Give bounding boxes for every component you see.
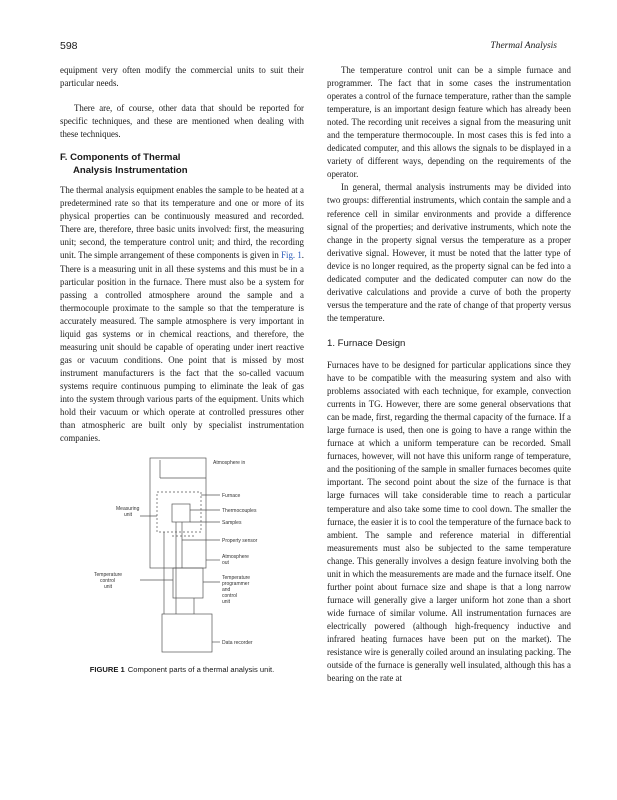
label-temperature-control-3: unit xyxy=(104,584,113,590)
label-thermocouples: Thermocouples xyxy=(222,508,257,514)
label-measuring: Measuring xyxy=(116,506,140,512)
label-programmer-2: programmer xyxy=(222,581,250,587)
paragraph: In general, thermal analysis instruments may be divided into two groups: differential instruments, which contain the sample and a reference cell in similar environments and provide a difference signal of the properties; and derivative instruments, which note the change in the property signal versus the temperature as a proper derivative signal. However, it must be noted that the latter type of device is no longer required, as the property signal can be fed into a dedicated computer and the dedicated computer can now do the derivative calculations and provide a curve of both the property versus the temperature and the rate of change of that property versus the temperature. xyxy=(327,182,571,323)
label-programmer-4: control xyxy=(222,593,238,599)
label-samples: Samples xyxy=(222,520,242,526)
label-unit: unit xyxy=(124,512,133,518)
paragraph xyxy=(60,184,304,445)
label-property-sensor: Property sensor xyxy=(222,538,258,544)
data-recorder-box xyxy=(162,614,212,652)
label-furnace: Furnace xyxy=(222,493,241,499)
figure-caption-text: Component parts of a thermal analysis unit. xyxy=(127,665,275,674)
paragraph: equipment very often modify the commercial units to suit their particular needs. xyxy=(60,65,304,89)
paragraph: The temperature control unit can be a simple furnace and programmer. The fact that in some cases the instrumentation operates a control of the furnace temperature, rather than the sample temperature, is an important design feature which has already been noted. The recording unit receives a signal from the measuring unit and the temperature thermocouple. In most cases this is fed into a dedicated computer, and this allows the signals to be displayed in a variety of different ways, depending on the requirements of the operator. xyxy=(327,65,571,180)
sample-holder xyxy=(172,504,190,522)
label-temperature-control-1: Temperature xyxy=(94,572,123,578)
running-head: Thermal Analysis xyxy=(490,41,557,51)
subsection-heading: 1. Furnace Design xyxy=(327,337,406,349)
paragraph-text: . There is a measuring unit in all these systems and this must be in a particular position in the furnace. There must also be a system for passing a controlled atmosphere around the sample and a thermocouple proximate to the sample so that the temperature is accurately measured. The sample atmosphere is very important in liquid gas systems or in chemical reactions, and therefore, the measuring unit should be capable of operating under inert reactive gas or vacuum conditions. One point that is missed by most instrument manufacturers is the fact that the so-called vacuum systems require continuous pumping to eliminate the leak of gas into the system through various parts of the equipment. Units which hold their vacuum or which operate at controlled pressures other than atmospheric are built only by specialist instrumentation companies. xyxy=(60,250,305,444)
label-programmer-5: unit xyxy=(222,599,231,605)
label-atmosphere-out-2: out xyxy=(222,560,229,566)
figure-diagram xyxy=(60,452,304,657)
measuring-unit-box xyxy=(150,458,206,568)
section-heading xyxy=(60,151,304,177)
page-number: 598 xyxy=(60,40,78,52)
right-column xyxy=(327,64,571,685)
label-programmer-3: and xyxy=(222,587,231,593)
paragraph: There are, of course, other data that should be reported for specific techniques, and these are mentioned when dealing with these techniques. xyxy=(60,103,304,140)
label-temperature-control-2: control xyxy=(100,578,116,584)
left-column xyxy=(60,64,304,445)
label-data-recorder: Data recorder xyxy=(222,640,253,646)
label-atmosphere-in: Atmosphere in xyxy=(213,460,246,466)
section-heading-line-1: F. Components of Thermal xyxy=(60,152,181,164)
label-atmosphere-out-1: Atmosphere xyxy=(222,554,249,560)
paragraph: Furnaces have to be designed for particular applications since they have to be compatible with the measuring system and also with problems associated with each technique, for example, convection currents in TG. However, there are some general observations that can be made, first, regarding the thermal capacity of the furnace. If a large furnace is used, then one is going to have a range within the furnace at which a uniform temperature can be recorded. Small furnaces, however, will not have this uniform range of temperature, and the positioning of the sample in smaller furnaces becomes quite important. The second point about the size of the furnace is that large furnaces will take considerable time to reach a particular temperature and also take some time to cool down. The smaller the furnace, the easier it is to cool the temperature of the furnace back to ambient. The sample and reference material in differential measurements must also be subjected to the same temperature change. This generally involves a design feature involving both the unit in which the measurements are made and the furnace itself. One further point about furnace size and shape is that a long narrow furnace will generally give a larger uniform hot zone than a short wide furnace of similar volume. All instrumentation furnaces are electrically powered (although high-frequency inductive and infrared heating furnaces have been put on the market). The resistance wire is generally coiled around an insulating packing. The outside of the furnace is generally well insulated, although this has a bearing on the rate at xyxy=(327,359,571,684)
furnace-box xyxy=(157,492,201,532)
temperature-control-box xyxy=(173,568,203,598)
diagram-svg xyxy=(60,452,304,657)
section-heading-line-2: Analysis Instrumentation xyxy=(73,165,188,177)
figure-caption-label: FIGURE 1 xyxy=(89,665,125,674)
paragraph-text: The thermal analysis equipment enables the sample to be heated at a predetermined rate so that its temperature and one or more of its physical properties can be continuously measured and recorded. There are, therefore, three basic units involved: first, the measuring unit; second, the temperature control unit; and third, the recording unit. The simple arrangement of these components is given in xyxy=(60,185,304,261)
label-programmer-1: Temperature xyxy=(222,575,251,581)
figure-link[interactable]: Fig. 1 xyxy=(281,250,302,261)
figure-caption xyxy=(60,665,304,674)
